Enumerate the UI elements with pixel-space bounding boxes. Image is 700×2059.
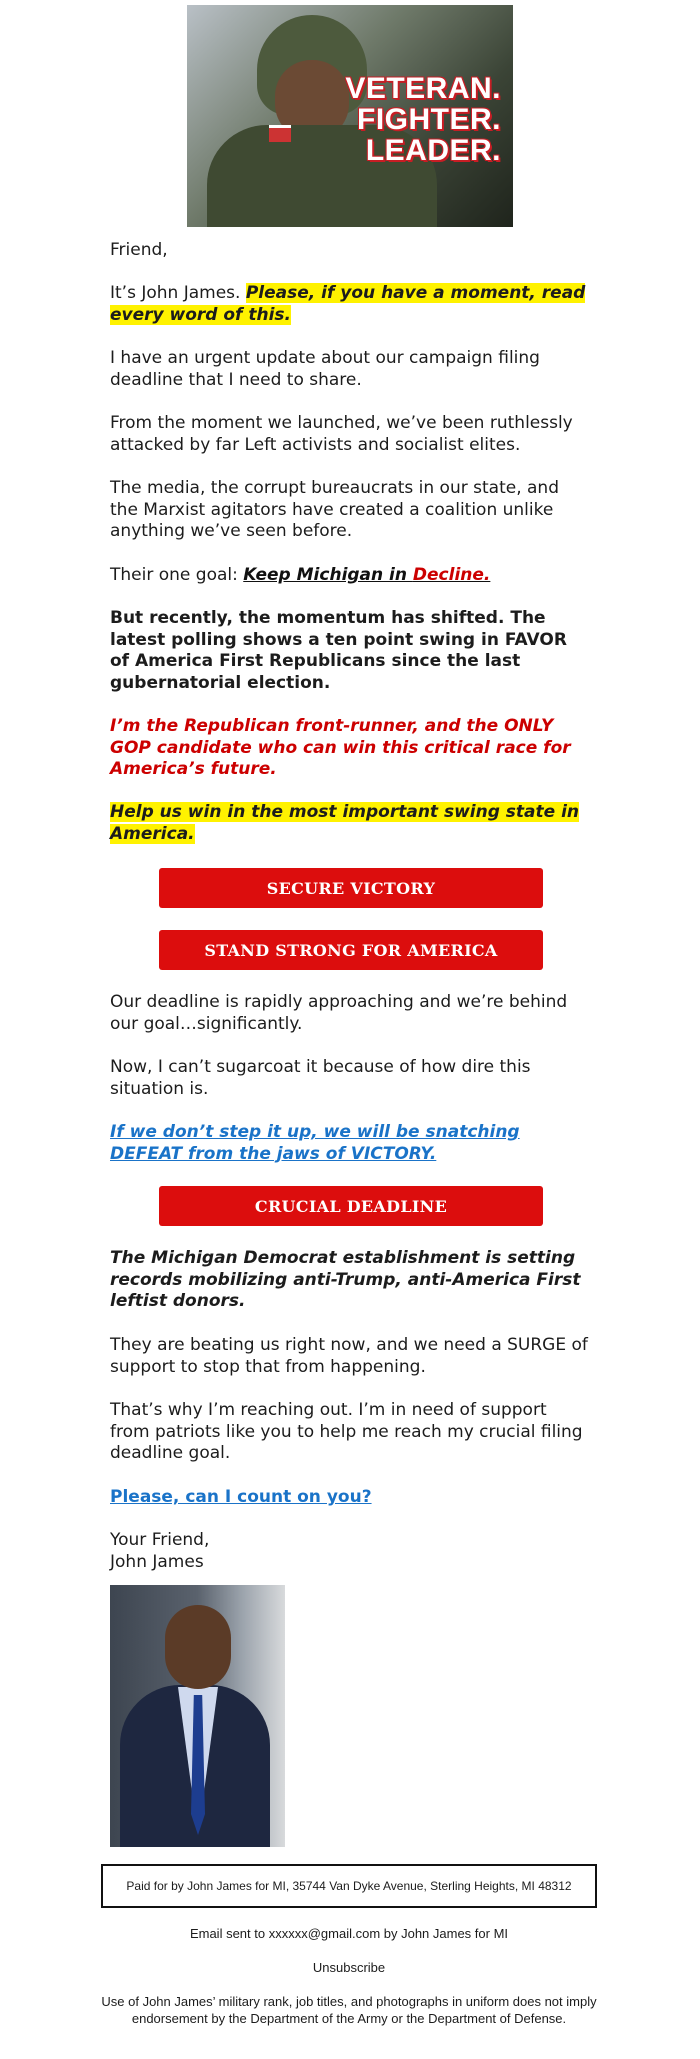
sugarcoat-paragraph: Now, I can’t sugarcoat it because of how dire this situation is. [110,1057,531,1099]
count-paragraph [110,1487,590,1509]
unsubscribe-link[interactable]: Unsubscribe [312,1960,386,1975]
defeat-link[interactable]: If we don’t step it up, we will be snatching DEFEAT from the jaws of VICTORY. [110,1122,520,1164]
media-paragraph: The media, the corrupt bureaucrats in our state, and the Marxist agitators have created a coalition unlike anything we’ve seen before. [110,478,559,541]
hero-image-pilot [187,5,513,227]
swing-paragraph [110,802,590,845]
establishment-paragraph: The Michigan Democrat establishment is setting records mobilizing anti-Trump, anti-America First leftist donors. [110,1248,581,1311]
beating-paragraph: They are beating us right now, and we need a SURGE of support to stop that from happening. [110,1335,588,1377]
paid-for-text: Paid for by John James for MI, 35744 Van Dyke Avenue, Sterling Heights, MI 48312 [126,1879,572,1893]
update-paragraph: I have an urgent update about our campaign filing deadline that I need to share. [110,348,540,390]
deadline-paragraph: Our deadline is rapidly approaching and we’re behind our goal…significantly. [110,992,568,1034]
email-sent-note: Email sent to xxxxxx@gmail.com by John James for MI [189,1926,509,1941]
disclaimer-text: Use of John James’ military rank, job titles, and photographs in uniform does not imply endorsement by the Department of the Army or the Department of Defense. [101,1994,597,2026]
greeting: Friend, [110,240,168,260]
signoff [110,1530,590,1573]
unsubscribe-row [101,1960,597,1977]
goal-prefix: Their one goal: [110,565,244,585]
reaching-paragraph: That’s why I’m reaching out. I’m in need of support from patriots like you to help me reach my crucial filing deadline goal. [110,1400,583,1463]
stand-strong-button[interactable]: STAND STRONG FOR AMERICA [159,930,543,970]
signoff-line-1: Your Friend, [110,1530,210,1550]
goal-red: Decline. [412,565,491,585]
crucial-deadline-button[interactable]: CRUCIAL DEADLINE [159,1186,543,1226]
secure-victory-button[interactable]: SECURE VICTORY [159,868,543,908]
signoff-line-2: John James [110,1551,204,1572]
slogan-line-fighter: FIGHTER. [357,103,501,136]
frontrunner-paragraph: I’m the Republican front-runner, and the ONLY GOP candidate who can win this critical race for America’s future. [110,716,571,779]
hero-slogan [345,73,501,166]
momentum-paragraph: But recently, the momentum has shifted. The latest polling shows a ten point swing in FAVOR of America First Republicans since the last gubernatorial election. [110,608,567,693]
goal-bold: Keep Michigan in [243,565,413,585]
attacked-paragraph: From the moment we launched, we’ve been ruthlessly attacked by far Left activists and socialist elites. [110,413,573,455]
intro-plain: It’s John James. [110,283,246,303]
defeat-paragraph [110,1122,590,1165]
slogan-line-veteran: VETERAN. [345,72,501,105]
head-shape [165,1605,231,1689]
paid-for-box [101,1864,597,1908]
candidate-portrait [110,1585,285,1847]
goal-paragraph [110,565,590,587]
slogan-line-leader: LEADER. [365,134,501,167]
count-on-you-link[interactable]: Please, can I count on you? [110,1487,372,1507]
intro-paragraph [110,283,590,326]
flag-patch-icon [269,125,291,142]
goal-emphasis [243,565,490,585]
swing-highlight: Help us win in the most important swing state in America. [110,802,580,844]
intro-highlight: Please, if you have a moment, read every word of this. [110,283,586,325]
